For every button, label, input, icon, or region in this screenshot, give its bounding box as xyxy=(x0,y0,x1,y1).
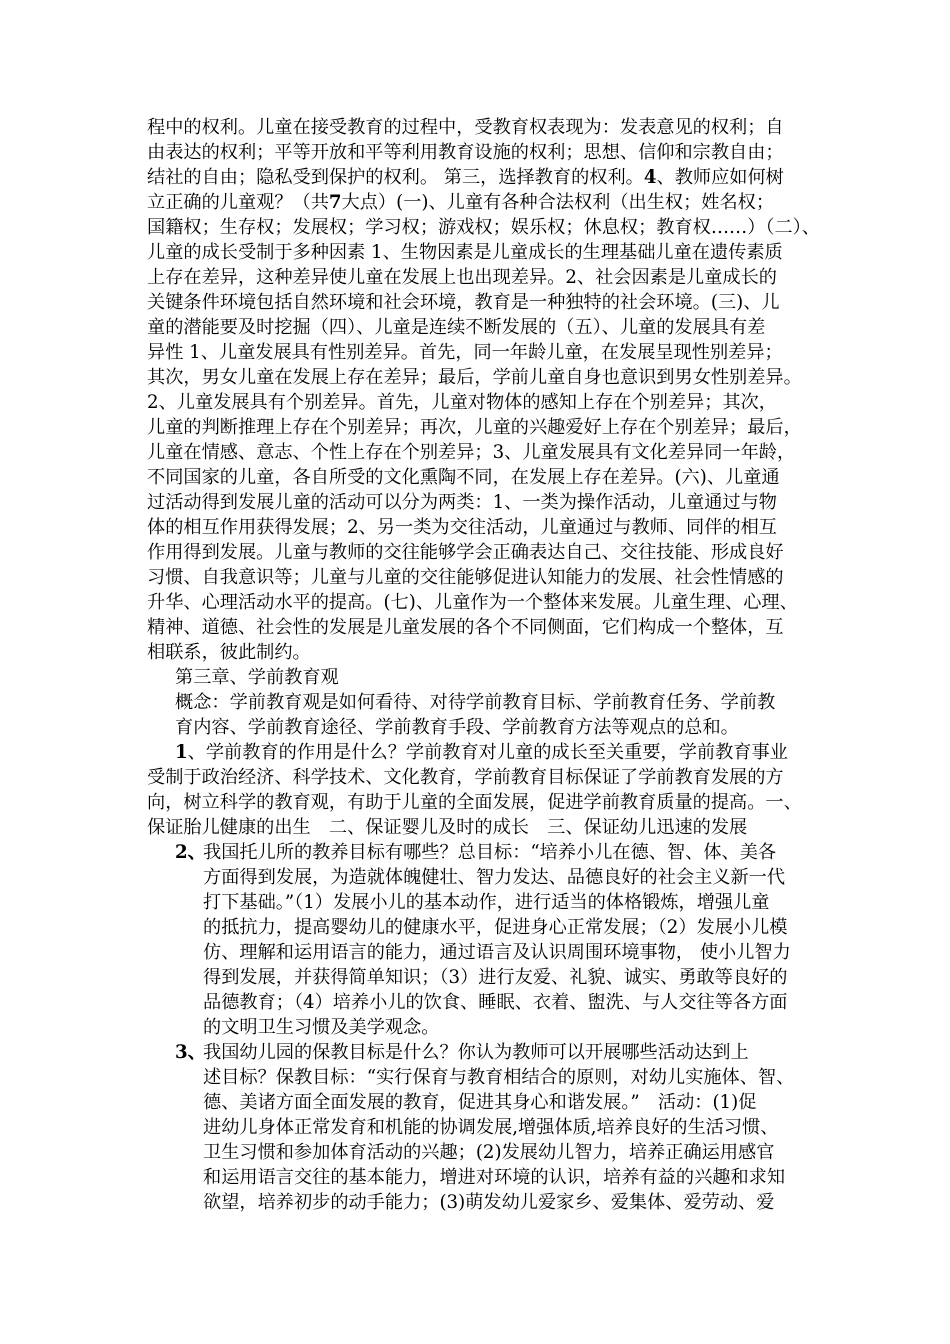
question-2-line: 仿、理解和运用语言的能力，通过语言及认识周围环境事物， 使小儿智力 xyxy=(203,942,791,963)
text-line: 关键条件环境包括自然环境和社会环境，教育是一种独特的社会环境。(三)、儿 xyxy=(147,292,780,313)
chapter-title: 第三章、学前教育观 xyxy=(175,667,339,688)
text-line: 儿童在情感、意志、个性上存在个别差异；3、儿童发展具有文化差异同一年龄， xyxy=(147,442,796,463)
text-segment: 结社的自由；隐私受到保护的权利。 第三，选择教育的权利。 xyxy=(147,167,644,188)
text-line: 不同国家的儿童，各自所受的文化熏陶不同，在发展上存在差异。(六)、儿童通 xyxy=(147,467,780,488)
concept-line: 育内容、学前教育途径、学前教育手段、学前教育方法等观点的总和。 xyxy=(175,717,739,738)
text-line: 2、儿童发展具有个别差异。首先，儿童对物体的感知上存在个别差异；其次， xyxy=(147,392,777,413)
question-2-line: 方面得到发展，为造就体魄健壮、智力发达、品德良好的社会主义新一代 xyxy=(203,867,786,888)
text-line xyxy=(147,190,774,216)
question-3-line: 德、美诸方面全面发展的教育，促进其身心和谐发展。” 活动：(1)促 xyxy=(203,1092,757,1113)
text-line: 精神、道德、社会性的发展是儿童发展的各个不同侧面，它们构成一个整体，互 xyxy=(147,617,784,638)
text-line: 由表达的权利；平等开放和平等利用教育设施的权利；思想、信仰和宗教自由； xyxy=(147,142,784,163)
question-2-line: 我国托儿所的教养目标有哪些？总目标：“培养小儿在德、智、体、美各 xyxy=(203,842,777,863)
text-line: 程中的权利。儿童在接受教育的过程中，受教育权表现为：发表意见的权利；自 xyxy=(147,117,784,138)
text-line: 国籍权；生存权；发展权；学习权；游戏权；娱乐权；休息权；教育权……）（二）、 xyxy=(147,217,820,238)
text-line: 相联系，彼此制约。 xyxy=(147,642,311,663)
question-2-line: 的抵抗力，提高婴幼儿的健康水平，促进身心正常发展；（2）发展小儿模 xyxy=(203,917,788,938)
text-line: 上存在差异，这种差异使儿童在发展上也出现差异。2、社会因素是儿童成长的 xyxy=(147,267,777,288)
text-line: 儿童的判断推理上存在个别差异；再次，儿童的兴趣爱好上存在个别差异；最后， xyxy=(147,417,802,438)
question-2-line: 品德教育；（4）培养小儿的饮食、睡眠、衣着、盥洗、与人交往等各方面 xyxy=(203,992,788,1013)
question-1-line: 保证胎儿健康的出生 二、保证婴儿及时的成长 三、保证幼儿迅速的发展 xyxy=(147,817,748,838)
question-2-line: 打下基础。”（1）发展小儿的基本动作，进行适当的体格锻炼，增强儿童 xyxy=(203,892,770,913)
question-1-line: 受制于政治经济、科学技术、文化教育，学前教育目标保证了学前教育发展的方 xyxy=(147,767,784,788)
text-line xyxy=(147,165,784,191)
text-line: 其次，男女儿童在发展上存在差异；最后，学前儿童自身也意识到男女性别差异。 xyxy=(147,367,802,388)
text-segment: 、学前教育的作用是什么？学前教育对儿童的成长至关重要，学前教育事业 xyxy=(187,742,788,763)
text-line: 体的相互作用获得发展；2、另一类为交往活动，儿童通过与教师、同伴的相互 xyxy=(147,517,777,538)
text-line: 过活动得到发展儿童的活动可以分为两类：1、一类为操作活动，儿童通过与物 xyxy=(147,492,777,513)
question-3-line: 卫生习惯和参加体育活动的兴趣；(2)发展幼儿智力，培养正确运用感官 xyxy=(203,1142,775,1163)
question-3-line: 进幼儿身体正常发育和机能的协调发展,增强体质,培养良好的生活习惯、 xyxy=(203,1117,779,1138)
question-3-line: 和运用语言交往的基本能力，增进对环境的认识，培养有益的兴趣和求知 xyxy=(203,1167,786,1188)
question-3-line: 我国幼儿园的保教目标是什么？你认为教师可以开展哪些活动达到上 xyxy=(203,1042,749,1063)
text-line: 儿童的成长受制于多种因素 1、生物因素是儿童成长的生理基础儿童在遗传素质 xyxy=(147,242,783,263)
text-line: 童的潜能要及时挖掘（四）、儿童是连续不断发展的（五）、儿童的发展具有差 xyxy=(147,317,766,338)
text-line: 作用得到发展。儿童与教师的交往能够学会正确表达自己、交往技能、形成良好 xyxy=(147,542,784,563)
question-2-number: 2、 xyxy=(175,842,206,863)
text-line: 升华、心理活动水平的提高。(七)、儿童作为一个整体来发展。儿童生理、心理、 xyxy=(147,592,798,613)
question-2-line: 得到发展，并获得简单知识；（3）进行友爱、礼貌、诚实、勇敢等良好的 xyxy=(203,967,788,988)
question-number: 4 xyxy=(643,167,657,188)
question-number: 1 xyxy=(175,742,188,763)
question-3-number: 3、 xyxy=(175,1042,206,1063)
count-number: 7 xyxy=(328,192,342,213)
text-segment: 、教师应如何树 xyxy=(656,167,784,188)
question-1-line xyxy=(175,740,788,766)
question-3-line: 欲望，培养初步的动手能力；(3)萌发幼儿爱家乡、爱集体、爱劳动、爱 xyxy=(203,1192,775,1213)
text-segment: 立正确的儿童观？（共 xyxy=(147,192,329,213)
concept-line: 概念：学前教育观是如何看待、对待学前教育目标、学前教育任务、学前教 xyxy=(175,692,776,713)
question-3-line: 述目标？保教目标：“实行保育与教育相结合的原则，对幼儿实施体、智、 xyxy=(203,1067,795,1088)
text-line: 异性 1、儿童发展具有性别差异。首先，同一年龄儿童，在发展呈现性别差异； xyxy=(147,342,783,363)
question-1-line: 向，树立科学的教育观，有助于儿童的全面发展，促进学前教育质量的提高。一、 xyxy=(147,792,802,813)
text-line: 习惯、自我意识等；儿童与儿童的交往能够促进认知能力的发展、社会性情感的 xyxy=(147,567,784,588)
question-2-line: 的文明卫生习惯及美学观念。 xyxy=(203,1017,440,1038)
text-segment: 大点）(一)、儿童有各种合法权利（出生权；姓名权； xyxy=(341,192,775,213)
